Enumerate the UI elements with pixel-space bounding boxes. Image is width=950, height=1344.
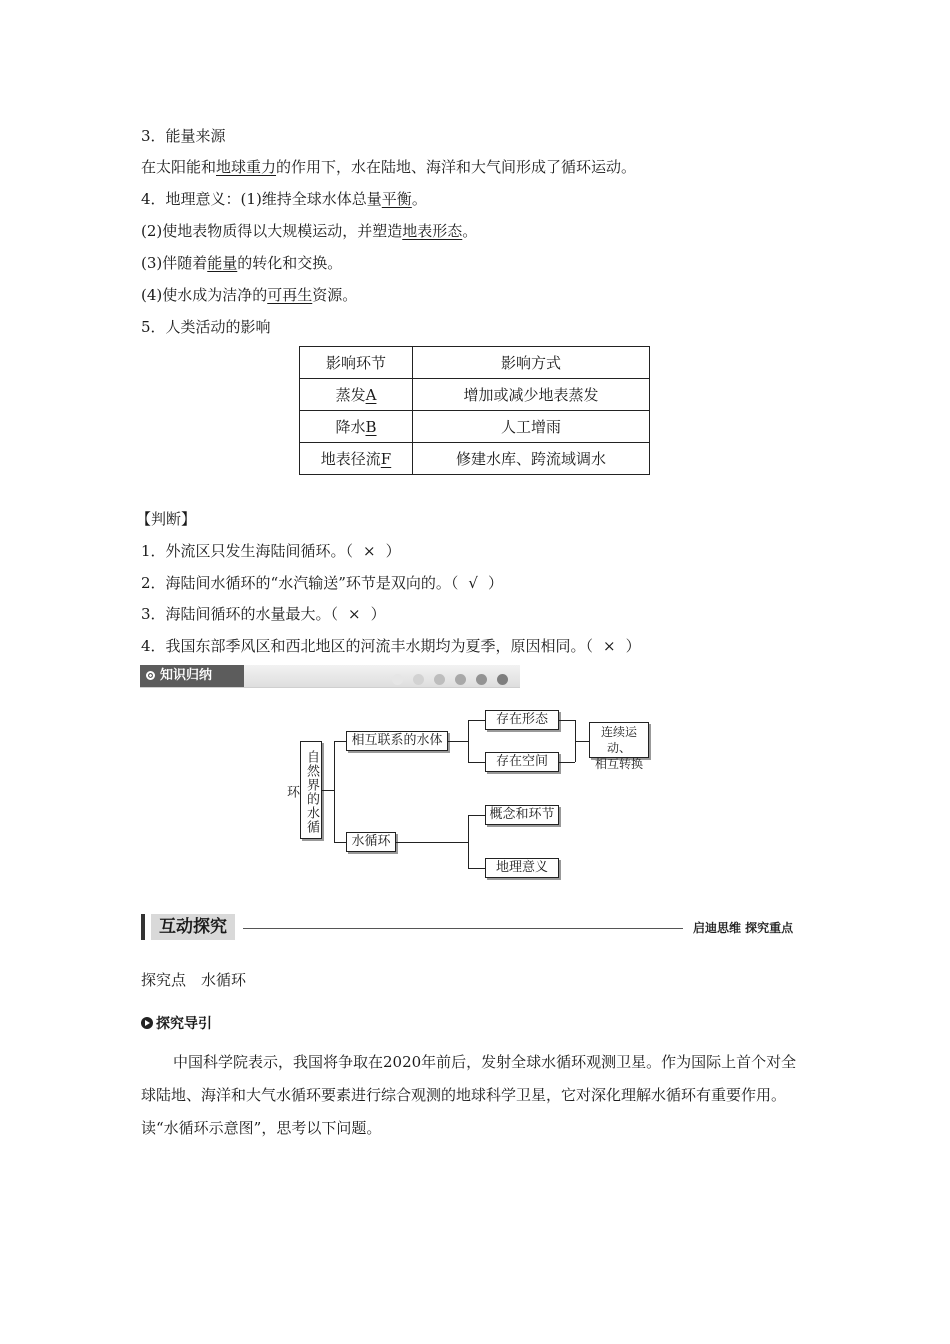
diagram-node-space: 存在空间 xyxy=(485,752,559,772)
judge-mark: × xyxy=(348,605,361,623)
answer-blank: 能量 xyxy=(207,254,238,272)
dot-icon xyxy=(392,674,403,685)
section-tagline: 启迪思维 探究重点 xyxy=(693,921,794,935)
diagram-node-continuous: 连续运动、 相互转换 xyxy=(589,722,649,758)
table-row xyxy=(300,411,650,443)
diagram-node-form: 存在形态 xyxy=(485,710,559,730)
table-cell: 蒸发A xyxy=(300,379,413,411)
answer-blank: 可再生 xyxy=(267,286,313,304)
target-icon xyxy=(146,671,155,680)
judge-mark: × xyxy=(363,542,376,560)
table-cell: 修建水库、跨流域调水 xyxy=(413,443,650,475)
answer-blank: 平衡 xyxy=(381,190,412,208)
diagram-node-significance: 地理意义 xyxy=(485,858,559,878)
answer-blank: 地球重力 xyxy=(216,158,277,176)
connector-line xyxy=(468,720,469,762)
table-row xyxy=(300,379,650,411)
banner-dots xyxy=(382,670,508,689)
knowledge-banner-title: 知识归纳 xyxy=(140,665,244,687)
human-heading: 5．人类活动的影响 xyxy=(141,318,271,336)
dot-icon xyxy=(434,674,445,685)
diagram-node-concept: 概念和环节 xyxy=(485,805,559,825)
judge-item: 2．海陆间水循环的“水汽输送”环节是双向的。（ √ ） xyxy=(141,574,503,592)
table-cell: 人工增雨 xyxy=(413,411,650,443)
connector-line xyxy=(468,815,469,868)
connector-line xyxy=(468,762,485,763)
connector-line xyxy=(334,842,346,843)
diagram-root-node: 自然界的水循环 xyxy=(300,741,322,839)
dot-icon xyxy=(413,674,424,685)
guide-paragraph: 中国科学院表示，我国将争取在2020年前后，发射全球水循环观测卫星。作为国际上首个对全球陆地、海洋和大气水循环要素进行综合观测的地球科学卫星，它对深化理解水循环有重要作用。读“水循环示意图”，思考以下问题。 xyxy=(141,1053,797,1137)
significance-heading: 4．地理意义：(1)维持全球水体总量平衡。 xyxy=(141,190,427,208)
judge-item: 1．外流区只发生海陆间循环。（ × ） xyxy=(141,542,401,560)
connector-line xyxy=(322,790,334,791)
judge-title: 【判断】 xyxy=(136,510,197,528)
guide-heading: 探究导引 xyxy=(141,1013,212,1033)
connector-line xyxy=(468,868,485,869)
play-icon xyxy=(141,1017,153,1029)
dot-icon xyxy=(476,674,487,685)
table-header: 影响环节 xyxy=(300,347,413,379)
significance-item-2: (2)使地表物质得以大规模运动，并塑造地表形态。 xyxy=(141,222,478,240)
table-cell: 增加或减少地表蒸发 xyxy=(413,379,650,411)
section-marker xyxy=(141,914,145,940)
connector-line xyxy=(468,720,485,721)
diagram-node-water-cycle: 水循环 xyxy=(346,832,396,852)
diagram-node-water-bodies: 相互联系的水体 xyxy=(346,731,448,751)
dot-icon xyxy=(455,674,466,685)
connector-line xyxy=(396,842,468,843)
judge-mark: √ xyxy=(468,574,478,592)
connector-line xyxy=(575,741,589,742)
connector-line xyxy=(448,741,468,742)
table-header: 影响方式 xyxy=(413,347,650,379)
table-cell: 降水B xyxy=(300,411,413,443)
explore-point: 探究点 水循环 xyxy=(141,971,247,989)
connector-line xyxy=(334,741,346,742)
connector-line xyxy=(559,720,575,721)
judge-item: 4．我国东部季风区和西北地区的河流丰水期均为夏季，原因相同。（ × ） xyxy=(141,637,641,655)
energy-text: 在太阳能和地球重力的作用下，水在陆地、海洋和大气间形成了循环运动。 xyxy=(141,158,637,176)
significance-item-4: (4)使水成为洁净的可再生资源。 xyxy=(141,286,358,304)
section-rule xyxy=(243,928,683,929)
connector-line xyxy=(334,741,335,842)
dot-icon xyxy=(497,674,508,685)
section-title: 互动探究 xyxy=(151,914,235,940)
table-header-row xyxy=(300,347,650,379)
judge-mark: × xyxy=(603,637,616,655)
knowledge-banner xyxy=(140,665,520,688)
significance-item-3: (3)伴随着能量的转化和交换。 xyxy=(141,254,343,272)
connector-line xyxy=(559,762,575,763)
human-impact-table xyxy=(299,346,650,475)
judge-item: 3．海陆间循环的水量最大。（ × ） xyxy=(141,605,386,623)
connector-line xyxy=(468,815,485,816)
energy-heading: 3．能量来源 xyxy=(141,127,226,145)
answer-blank: 地表形态 xyxy=(402,222,463,240)
table-row xyxy=(300,443,650,475)
table-cell: 地表径流F xyxy=(300,443,413,475)
